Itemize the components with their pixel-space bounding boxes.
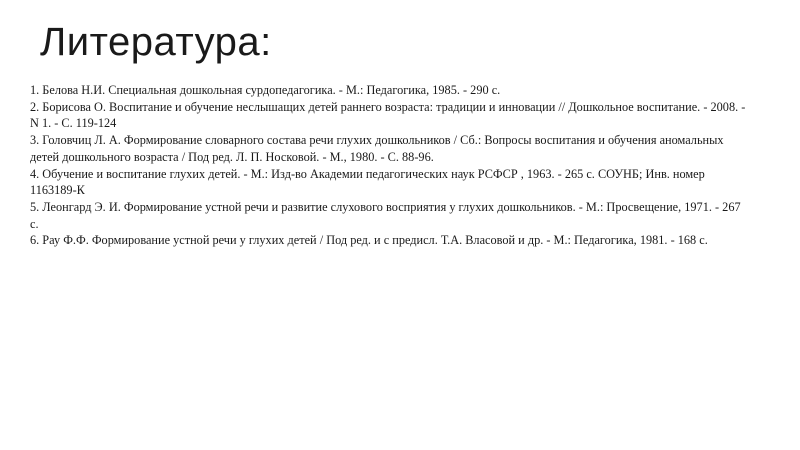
reference-item: 5. Леонгард Э. И. Формирование устной речи и развитие слухового восприятия у глухих дошкольников. - М.: Просвещение, 1971. - 267 с. [30, 199, 741, 231]
reference-item: 2. Борисова О. Воспитание и обучение неслышащих детей раннего возраста: традиции и инновации // Дошкольное воспитание. - 2008. - N 1. - С. 119-124 [30, 99, 746, 131]
reference-item: 3. Головчиц Л. А. Формирование словарного состава речи глухих дошкольников / Сб.: Вопросы воспитания и обучения аномальных детей дошкольного возраста / Под ред. Л. П. Носковой. - М., 1980. - С. 88-96. [30, 133, 724, 164]
reference-item: 6. Рау Ф.Ф. Формирование устной речи у глухих детей / Под ред. и с предисл. Т.А. Власовой и др. - М.: Педагогика, 1981. - 168 с. [30, 233, 708, 248]
slide-title: Литература: [40, 20, 272, 64]
reference-list [30, 82, 750, 249]
reference-item: 4. Обучение и воспитание глухих детей. - М.: Изд-во Академии педагогических наук РСФСР , 1963. - 265 с. СОУНБ; Инв. номер 1163189-К [30, 166, 705, 198]
reference-item: 1. Белова Н.И. Специальная дошкольная сурдопедагогика. - М.: Педагогика, 1985. - 290 с. [30, 83, 501, 97]
